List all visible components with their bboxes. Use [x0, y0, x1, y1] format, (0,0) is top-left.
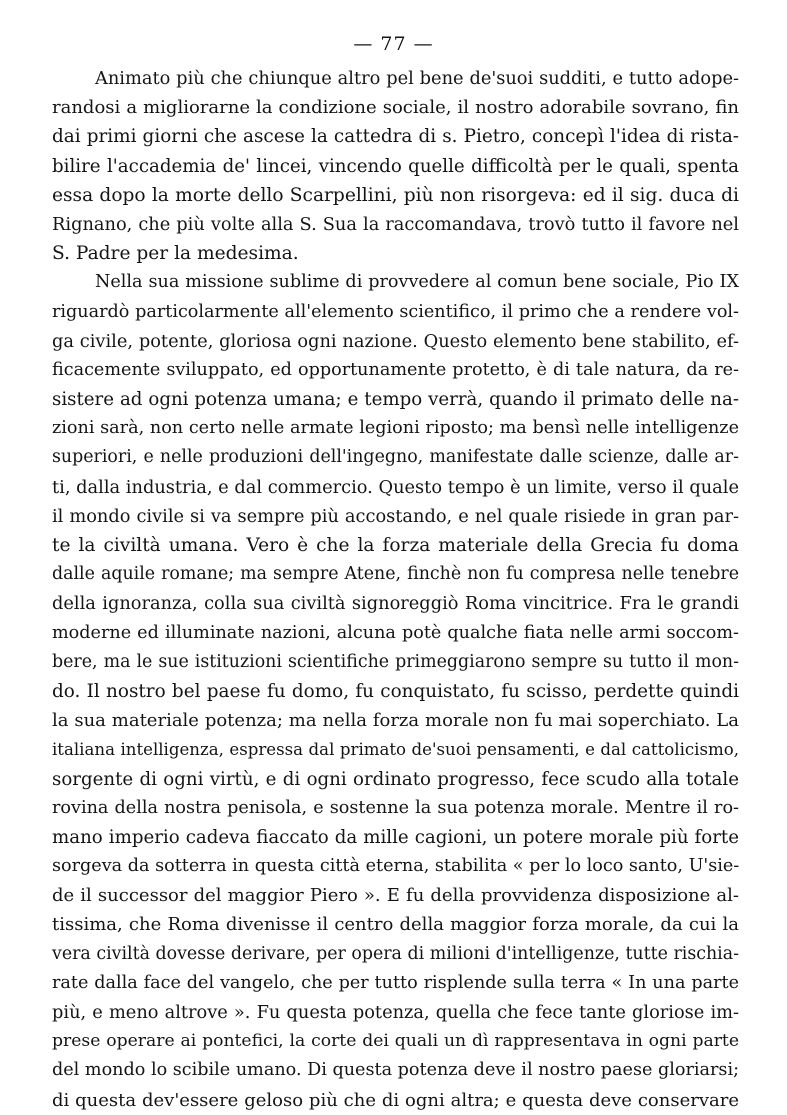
text-line: Animato più che chiunque altro pel bene de'suoi sudditi, e tutto adope-: [95, 68, 739, 89]
text-line: della ignoranza, colla sua civiltà signoreggiò Roma vincitrice. Fra le grandi: [52, 593, 739, 615]
text-line: randosi a migliorarne la condizione sociale, il nostro adorabile sovrano, fin: [52, 97, 739, 119]
text-line: bilire l'accademia de' lincei, vincendo quelle difficoltà per le quali, spenta: [52, 155, 739, 177]
text-line: del mondo lo scibile umano. Di questa potenza deve il nostro paese gloriarsi;: [52, 1060, 739, 1081]
text-line: sorgente di ogni virtù, e di ogni ordinato progresso, fece scudo alla totale: [52, 768, 739, 790]
text-line: zioni sarà, non certo nelle armate legioni riposto; ma bensì nelle intelligenze: [52, 418, 739, 439]
text-line: Nella sua missione sublime di provvedere al comun bene sociale, Pio IX: [95, 272, 739, 293]
text-line: di questa dev'essere geloso più che di ogni altra; e questa deve conservare: [52, 1089, 739, 1111]
text-line: tissima, che Roma divenisse il centro della maggior forza morale, da cui la: [52, 914, 739, 936]
text-line: rate dalla face del vangelo, che per tutto risplende sulla terra « In una parte: [52, 972, 739, 993]
text-line: la sua materiale potenza; ma nella forza morale non fu mai soperchiato. La: [52, 710, 739, 732]
text-line: dalle aquile romane; ma sempre Atene, finchè non fu compresa nelle tenebre: [52, 564, 739, 585]
paragraph-2: [52, 268, 739, 1114]
text-line: rovina della nostra penisola, e sostenne la sua potenza morale. Mentre il ro-: [52, 797, 739, 818]
text-line: mano imperio cadeva fiaccato da mille cagioni, un potere morale più forte: [52, 826, 739, 848]
text-line: italiana intelligenza, espressa dal primato de'suoi pensamenti, e dal cattolicismo,: [52, 740, 739, 760]
text-line: S. Padre per la medesima.: [52, 243, 299, 265]
text-line: vera civiltà dovesse derivare, per opera di milioni d'intelligenze, tutte rischia-: [52, 943, 739, 964]
text-line: do. Il nostro bel paese fu domo, fu conquistato, fu scisso, perdette quindi: [52, 680, 739, 702]
page-number: — 77 —: [353, 33, 434, 55]
text-line: sorgeva da sotterra in questa città eterna, stabilita « per lo loco santo, U'sie-: [52, 856, 740, 877]
text-line: Rignano, che più volte alla S. Sua la raccomandava, trovò tutto il favore nel: [52, 213, 739, 235]
text-line: bere, ma le sue istituzioni scientifiche primeggiarono sempre su tutto il mon-: [52, 651, 739, 672]
text-line: essa dopo la morte dello Scarpellini, più non risorgeva: ed il sig. duca di: [52, 184, 739, 206]
text-line: il mondo civile si va sempre più accostando, e nel quale risiede in gran par-: [52, 505, 739, 527]
text-line: superiori, e nelle produzioni dell'ingegno, manifestate dalle scienze, dalle ar-: [52, 447, 739, 468]
text-line: ti, dalla industria, e dal commercio. Questo tempo è un limite, verso il quale: [52, 476, 739, 498]
text-line: ficacemente sviluppato, ed opportunamente protetto, è di tale natura, da re-: [52, 359, 739, 380]
text-line: moderne ed illuminate nazioni, alcuna potè qualche fiata nelle armi soccom-: [52, 622, 739, 643]
text-line: più, e meno altrove ». Fu questa potenza, quella che fece tante gloriose im-: [52, 1002, 739, 1023]
body-text: [52, 64, 739, 1115]
text-line: de il successor del maggior Piero ». E fu della provvidenza disposizione al-: [52, 885, 739, 907]
text-line: ga civile, potente, gloriosa ogni nazione. Questo elemento bene stabilito, ef-: [52, 330, 739, 352]
text-line: sistere ad ogni potenza umana; e tempo verrà, quando il primato delle na-: [52, 389, 739, 411]
text-line: dai primi giorni che ascese la cattedra di s. Pietro, concepì l'idea di rista-: [52, 126, 739, 148]
text-line: prese operare ai pontefici, la corte dei quali un dì rappresentava in ogni parte: [52, 1031, 739, 1052]
paragraph-1: [52, 64, 739, 268]
text-line: riguardò particolarmente all'elemento scientifico, il primo che a rendere vol-: [52, 301, 739, 322]
text-line: te la civiltà umana. Vero è che la forza materiale della Grecia fu doma: [52, 535, 739, 556]
